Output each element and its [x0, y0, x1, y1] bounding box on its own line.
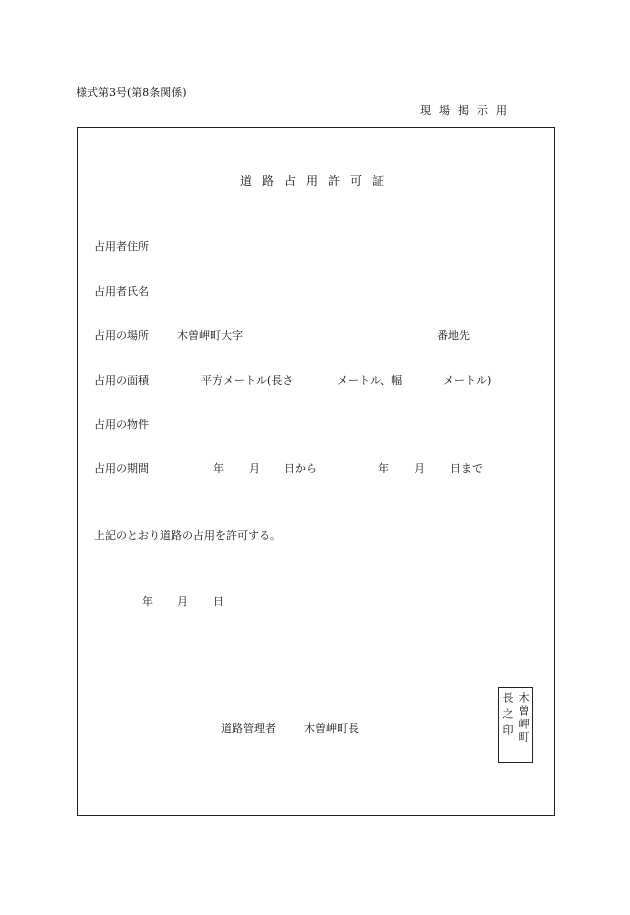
- occupant-name-label: 占用者氏名: [94, 285, 149, 298]
- period-year-1: 年: [213, 462, 224, 475]
- area-width-unit: メートル): [443, 374, 492, 387]
- official-seal-box: [498, 687, 533, 763]
- place-town: 木曽岬町大字: [177, 329, 243, 342]
- date-day: 日: [213, 595, 224, 608]
- permit-title: 道路占用許可証: [240, 174, 395, 188]
- permit-statement: 上記のとおり道路の占用を許可する。: [94, 529, 281, 542]
- seal-left-column: 長之印: [501, 692, 514, 740]
- place-label: 占用の場所: [94, 329, 149, 342]
- area-unit: 平方メートル(長さ: [201, 374, 294, 387]
- period-year-2: 年: [378, 462, 389, 475]
- period-from: 日から: [284, 462, 317, 475]
- area-label: 占用の面積: [94, 374, 149, 387]
- period-month-1: 月: [249, 462, 260, 475]
- site-posting-label: 現場掲示用: [420, 104, 515, 117]
- seal-right-column: 木曽岬町: [517, 692, 530, 744]
- date-month: 月: [177, 595, 188, 608]
- date-year: 年: [142, 595, 153, 608]
- period-label: 占用の期間: [94, 462, 149, 475]
- issuer-name: 木曽岬町長: [304, 722, 359, 735]
- occupant-address-label: 占用者住所: [94, 240, 149, 253]
- form-number: 様式第3号(第8条関係): [76, 86, 187, 99]
- place-suffix: 番地先: [437, 329, 470, 342]
- object-label: 占用の物件: [94, 418, 149, 431]
- issuer-role: 道路管理者: [221, 722, 276, 735]
- period-to: 日まで: [450, 462, 483, 475]
- period-month-2: 月: [414, 462, 425, 475]
- area-length-unit: メートル、幅: [337, 374, 403, 387]
